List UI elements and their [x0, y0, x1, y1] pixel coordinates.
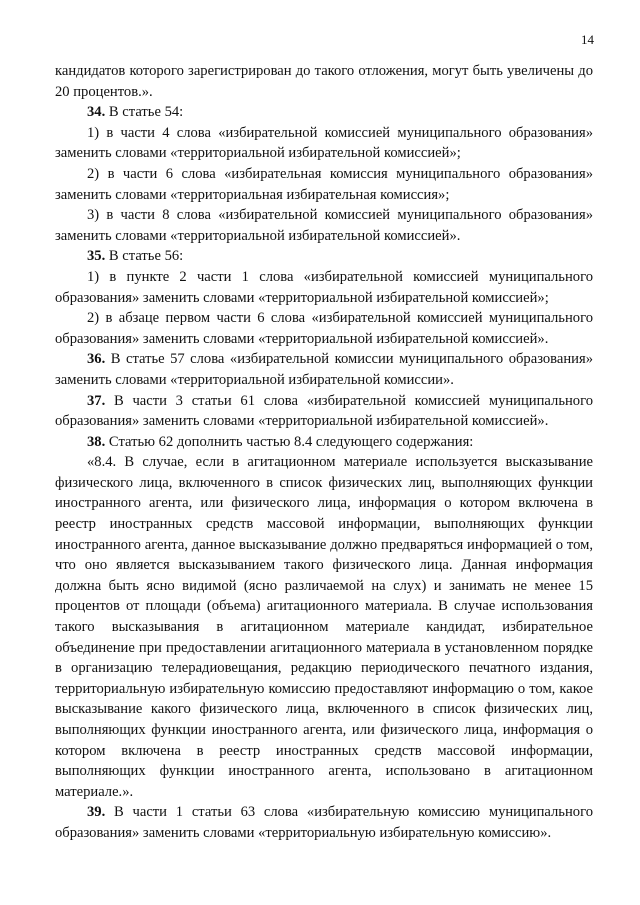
- paragraph-text: кандидатов которого зарегистрирован до такого отложения, могут быть увеличены до 20 процентов.».: [55, 63, 593, 100]
- paragraph: [55, 802, 593, 843]
- item-number: 34.: [87, 104, 106, 121]
- item-number: 39.: [87, 804, 106, 821]
- paragraph: [55, 164, 593, 205]
- item-number: 37.: [87, 392, 106, 409]
- item-number: 36.: [87, 351, 106, 368]
- paragraph: [55, 205, 593, 246]
- paragraph-text: 1) в пункте 2 части 1 слова «избирательной комиссией муниципального образования» заменить словами «территориальной избирательной комиссией»;: [55, 268, 593, 306]
- document-body: [55, 61, 593, 844]
- paragraph: [55, 349, 593, 390]
- paragraph: [55, 267, 593, 308]
- paragraph-text: В статье 57 слова «избирательной комиссии муниципального образования» заменить словами «территориальной избирательной комиссии».: [55, 351, 593, 388]
- paragraph-text: Статью 62 дополнить частью 8.4 следующего содержания:: [105, 433, 474, 450]
- paragraph: [55, 452, 593, 802]
- paragraph-text: 3) в части 8 слова «избирательной комиссией муниципального образования» заменить словами «территориальной избирательной комиссией».: [55, 207, 593, 244]
- paragraph: [55, 61, 593, 102]
- item-number: 38.: [87, 433, 106, 450]
- paragraph: [55, 246, 593, 267]
- paragraph: [55, 123, 593, 164]
- paragraph-text: «8.4. В случае, если в агитационном материале используется высказывание физического лица, включенного в список физических лиц, выполняющих функции иностранного агента, или физического лица, информация о котором включена в реестр иностранных средств массовой информации, выполняющих функции иностранного агента, данное высказывание должно предваряться информацией о том, что оно является высказыванием такого физического лица. Данная информация должна быть ясно видимой (ясно различаемой на слух) и занимать не менее 15 процентов от площади (объема) агитационного материала. В случае использования такого высказывания в агитационном материале кандидат, избирательное объединение при предоставлении агитационного материала в установленном порядке в организацию телерадиовещания, редакцию периодического печатного издания, территориальную избирательную комиссию предоставляют информацию о том, какое высказывание какого физического лица, включенного в список физических лиц, выполняющих функции иностранного агента, или физического лица, информация о котором включена в реестр иностранных средств массовой информации, выполняющих функции иностранного агента, использовано в агитационном материале.».: [55, 454, 593, 800]
- paragraph: [55, 102, 593, 123]
- paragraph-text: В статье 56:: [105, 248, 184, 265]
- paragraph: [55, 308, 593, 349]
- paragraph-text: В части 3 статьи 61 слова «избирательной комиссией муниципального образования» заменить словами «территориальной избирательной комиссией».: [55, 392, 593, 430]
- paragraph-text: В части 1 статьи 63 слова «избирательную комиссию муниципального образования» заменить словами «территориальную избирательную комиссию».: [55, 804, 593, 841]
- paragraph: [55, 391, 593, 432]
- paragraph-text: В статье 54:: [105, 104, 184, 121]
- paragraph: [55, 432, 593, 453]
- paragraph-text: 2) в части 6 слова «избирательная комиссия муниципального образования» заменить словами «территориальная избирательная комиссия»;: [55, 165, 593, 203]
- item-number: 35.: [87, 248, 106, 265]
- paragraph-text: 1) в части 4 слова «избирательной комиссией муниципального образования» заменить словами «территориальной избирательной комиссией»;: [55, 124, 593, 162]
- page-number: 14: [581, 32, 594, 47]
- paragraph-text: 2) в абзаце первом части 6 слова «избирательной комиссией муниципального образования» заменить словами «территориальной избирательной комиссией».: [55, 310, 593, 347]
